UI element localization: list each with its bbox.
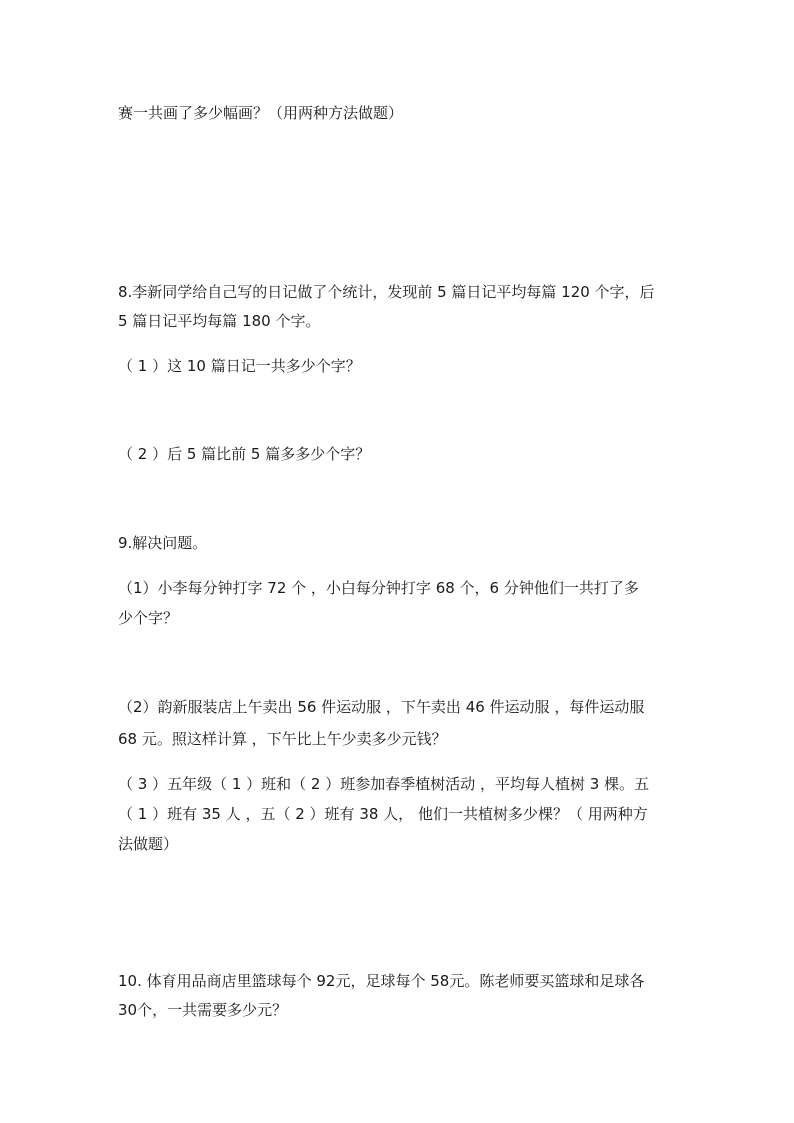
q9-sub3-line-2: （ 1 ）班有 35 人 ，五（ 2 ）班有 38 人， 他们一共植树多少棵？（ 用两种方: [118, 805, 648, 823]
q9-sub1-line-2: 少个字？: [118, 609, 179, 627]
q8-line-1: 8.李新同学给自己写的日记做了个统计，发现前 5 篇日记平均每篇 120 个字，后: [118, 283, 655, 301]
q9-sub2-line-1: （2）韵新服装店上午卖出 56 件运动服 ，下午卖出 46 件运动服 ，每件运动服: [118, 698, 645, 716]
q9-sub2-line-2: 68 元。照这样计算 ，下午比上午少卖多少元钱？: [118, 730, 447, 748]
q10-line-2: 30个，一共需要多少元？: [118, 1001, 288, 1019]
q9-sub3-line-3: 法做题）: [118, 835, 179, 853]
q8-subquestion-1: （ 1 ）这 10 篇日记一共多少个字？: [118, 357, 361, 375]
q10-line-1: 10. 体育用品商店里篮球每个 92元，足球每个 58元。陈老师要买篮球和足球各: [118, 972, 645, 990]
q9-sub3-line-1: （ 3 ）五年级（ 1 ）班和（ 2 ）班参加春季植树活动 ，平均每人植树 3 棵。五: [118, 775, 650, 793]
q8-line-2: 5 篇日记平均每篇 180 个字。: [118, 312, 321, 330]
q9-title: 9.解决问题。: [118, 534, 208, 552]
q7-continuation: 赛一共画了多少幅画？（用两种方法做题）: [118, 104, 404, 122]
q9-sub1-line-1: （1）小李每分钟打字 72 个 ，小白每分钟打字 68 个，6 分钟他们一共打了多: [118, 579, 639, 597]
q8-subquestion-2: （ 2 ）后 5 篇比前 5 篇多多少个字？: [118, 445, 371, 463]
